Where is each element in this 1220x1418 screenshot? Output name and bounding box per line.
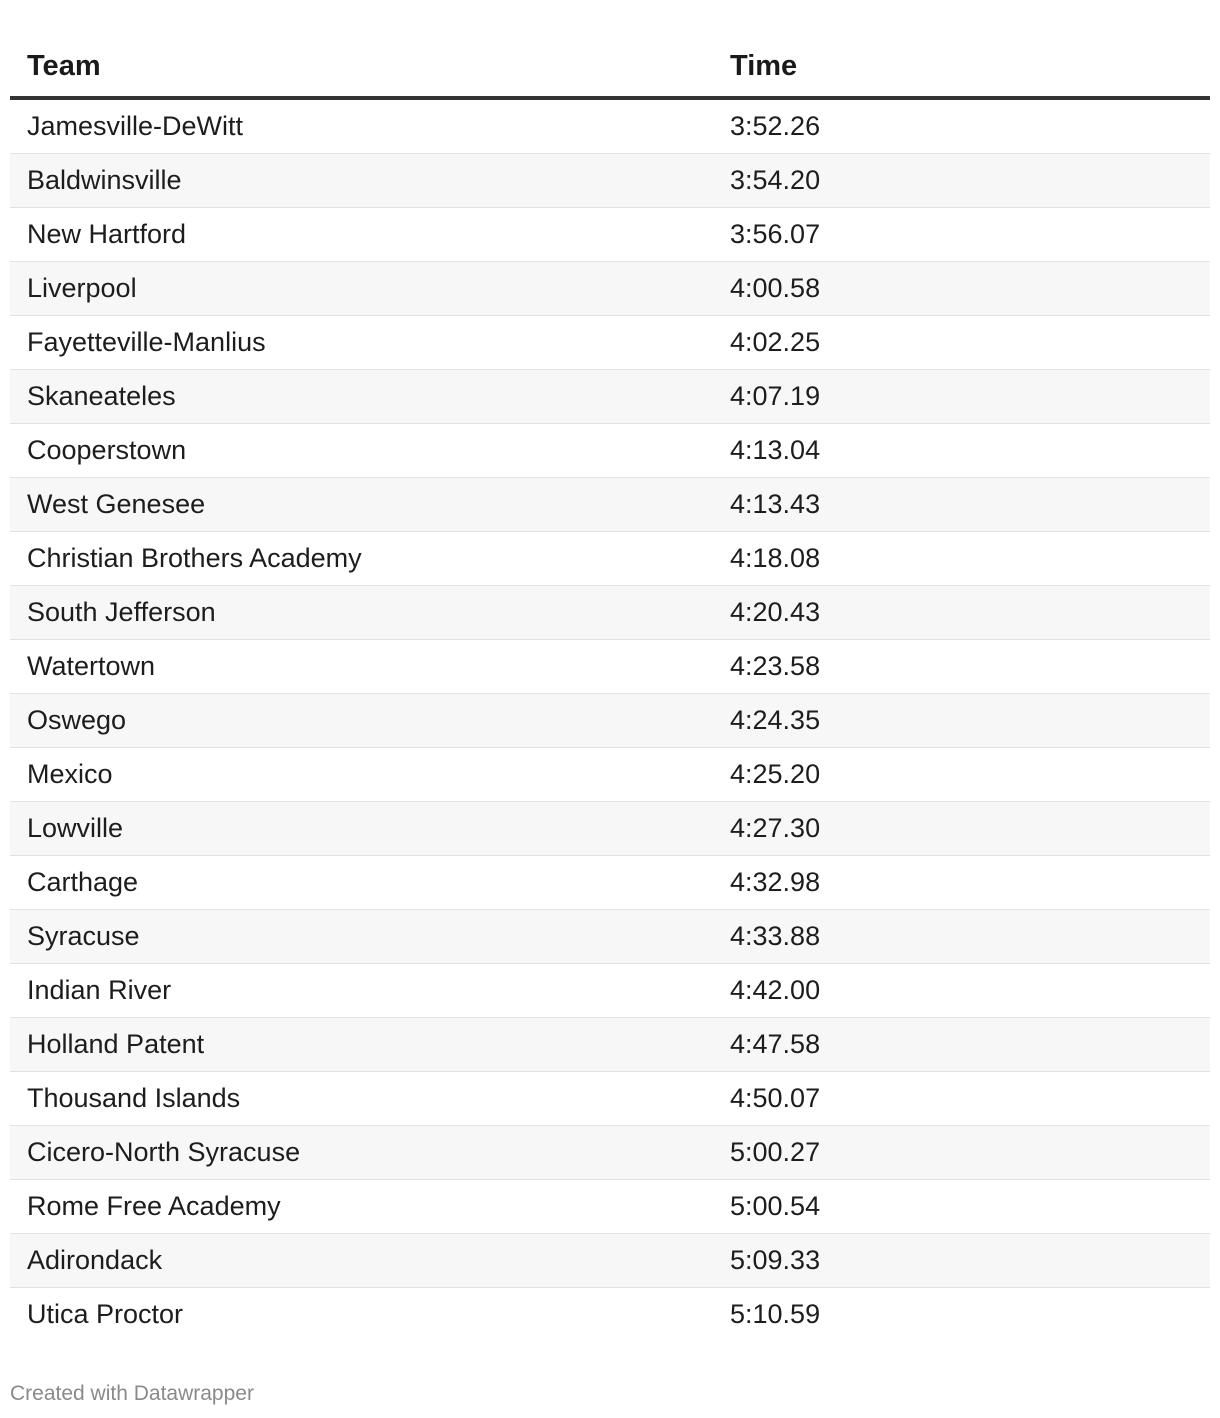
team-cell: Jamesville-DeWitt — [10, 98, 713, 154]
time-cell: 5:09.33 — [713, 1234, 1210, 1288]
time-cell: 4:00.58 — [713, 262, 1210, 316]
time-cell: 4:25.20 — [713, 748, 1210, 802]
team-cell: New Hartford — [10, 208, 713, 262]
table-body — [10, 98, 1210, 1341]
time-cell: 3:56.07 — [713, 208, 1210, 262]
time-cell: 4:07.19 — [713, 370, 1210, 424]
time-cell: 4:02.25 — [713, 316, 1210, 370]
time-cell: 4:33.88 — [713, 910, 1210, 964]
table-row — [10, 1072, 1210, 1126]
team-cell: Indian River — [10, 964, 713, 1018]
time-cell: 3:52.26 — [713, 98, 1210, 154]
time-cell: 4:50.07 — [713, 1072, 1210, 1126]
table-row — [10, 1126, 1210, 1180]
table-row — [10, 262, 1210, 316]
team-cell: Syracuse — [10, 910, 713, 964]
table-row — [10, 910, 1210, 964]
table-row — [10, 856, 1210, 910]
results-table — [10, 36, 1210, 1341]
team-cell: Skaneateles — [10, 370, 713, 424]
team-cell: Thousand Islands — [10, 1072, 713, 1126]
table-row — [10, 802, 1210, 856]
team-cell: South Jefferson — [10, 586, 713, 640]
team-cell: Watertown — [10, 640, 713, 694]
table-row — [10, 316, 1210, 370]
table-header — [10, 36, 1210, 98]
column-header-team[interactable]: Team — [10, 36, 713, 98]
table-row — [10, 694, 1210, 748]
time-cell: 4:18.08 — [713, 532, 1210, 586]
time-cell: 5:00.54 — [713, 1180, 1210, 1234]
time-cell: 4:20.43 — [713, 586, 1210, 640]
table-row — [10, 748, 1210, 802]
column-header-time[interactable]: Time — [713, 36, 1210, 98]
table-row — [10, 964, 1210, 1018]
time-cell: 4:23.58 — [713, 640, 1210, 694]
time-cell: 4:42.00 — [713, 964, 1210, 1018]
time-cell: 5:00.27 — [713, 1126, 1210, 1180]
table-row — [10, 532, 1210, 586]
team-cell: Adirondack — [10, 1234, 713, 1288]
time-cell: 4:27.30 — [713, 802, 1210, 856]
table-row — [10, 154, 1210, 208]
table-row — [10, 1180, 1210, 1234]
team-cell: Cooperstown — [10, 424, 713, 478]
team-cell: Utica Proctor — [27, 1299, 184, 1329]
team-cell: Fayetteville-Manlius — [10, 316, 713, 370]
time-cell: 4:13.43 — [713, 478, 1210, 532]
table-row — [10, 1018, 1210, 1072]
time-cell: 4:47.58 — [713, 1018, 1210, 1072]
team-cell: Cicero-North Syracuse — [10, 1126, 713, 1180]
table-row — [10, 208, 1210, 262]
table-row — [10, 478, 1210, 532]
team-cell: Oswego — [10, 694, 713, 748]
time-cell: 4:13.04 — [713, 424, 1210, 478]
results-table-container — [10, 36, 1210, 1341]
table-row — [10, 640, 1210, 694]
table-row — [10, 424, 1210, 478]
time-cell: 5:10.59 — [730, 1299, 821, 1329]
table-row — [10, 1288, 1210, 1342]
header-row — [10, 36, 1210, 98]
team-cell: Rome Free Academy — [10, 1180, 713, 1234]
time-cell: 4:24.35 — [713, 694, 1210, 748]
table-row — [10, 1234, 1210, 1288]
table-row — [10, 98, 1210, 154]
datawrapper-credit: Created with Datawrapper — [10, 1382, 254, 1405]
table-row — [10, 370, 1210, 424]
team-cell: West Genesee — [10, 478, 713, 532]
team-cell: Liverpool — [10, 262, 713, 316]
team-cell: Carthage — [10, 856, 713, 910]
team-cell: Lowville — [10, 802, 713, 856]
team-cell: Christian Brothers Academy — [10, 532, 713, 586]
table-row — [10, 586, 1210, 640]
team-cell: Mexico — [10, 748, 713, 802]
team-cell: Baldwinsville — [10, 154, 713, 208]
time-cell: 3:54.20 — [713, 154, 1210, 208]
time-cell: 4:32.98 — [713, 856, 1210, 910]
team-cell: Holland Patent — [10, 1018, 713, 1072]
